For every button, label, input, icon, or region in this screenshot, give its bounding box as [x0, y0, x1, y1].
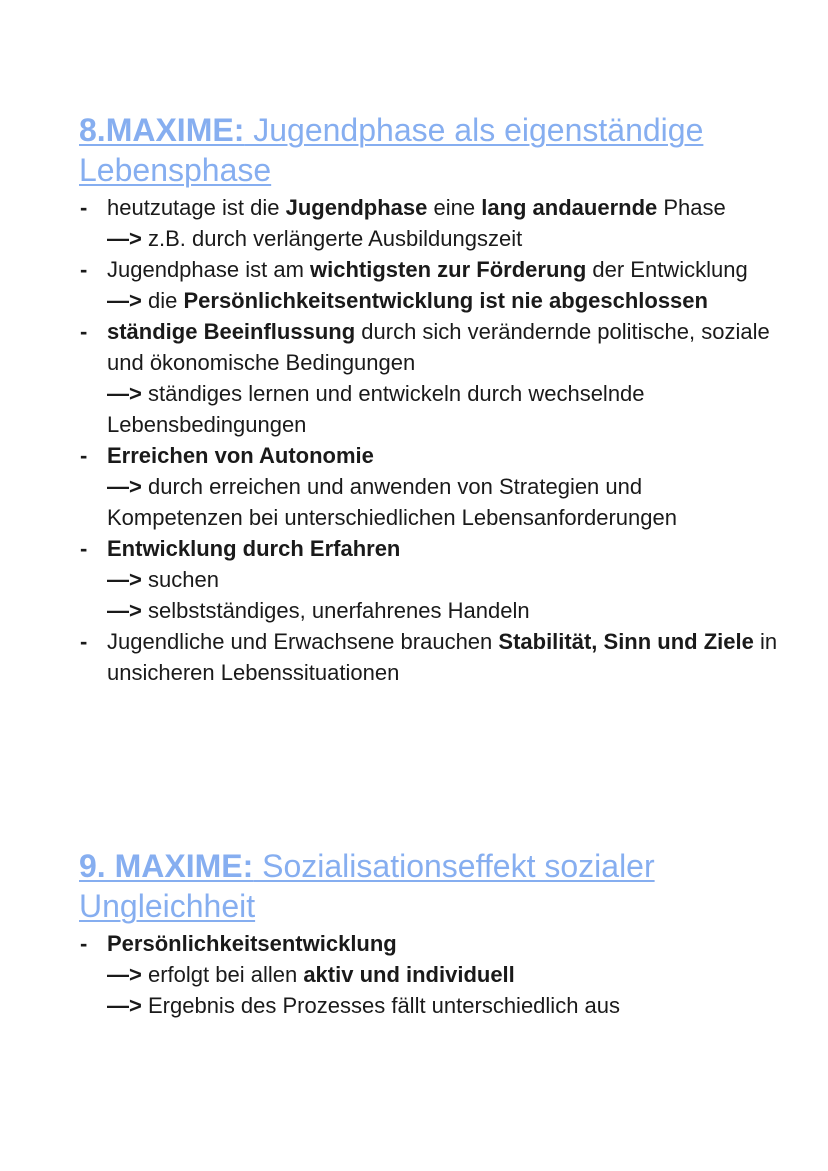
section-maxime-8 — [79, 110, 779, 688]
bullet-list — [79, 928, 779, 1021]
list-item: - heutzutage ist die Jugendphase eine lang andauernde Phase —> z.B. durch verlängerte Ausbildungszeit — [79, 192, 779, 254]
bullet-list — [79, 192, 779, 688]
section-heading: 8.MAXIME: Jugendphase als eigenständige Lebensphase — [79, 112, 704, 188]
arrow-note: —> Ergebnis des Prozesses fällt unterschiedlich aus — [107, 993, 621, 1018]
section-maxime-9 — [79, 846, 779, 1021]
list-item: - ständige Beeinflussung durch sich verändernde politische, soziale und ökonomische Bedingungen —> ständiges lernen und entwickeln durch wechselnde Lebensbedingungen — [79, 316, 779, 440]
list-item: - Entwicklung durch Erfahren —> suchen —> selbstständiges, unerfahrenes Handeln — [79, 533, 779, 626]
list-item: - Persönlichkeitsentwicklung —> erfolgt bei allen aktiv und individuell —> Ergebnis des Prozesses fällt unterschiedlich aus — [79, 928, 779, 1021]
arrow-note: —> ständiges lernen und entwickeln durch wechselnde Lebensbedingungen — [107, 381, 645, 437]
section-heading: 9. MAXIME: Sozialisationseffekt sozialer Ungleichheit — [79, 848, 655, 924]
list-item: - Jugendliche und Erwachsene brauchen Stabilität, Sinn und Ziele in unsicheren Lebenssituationen — [79, 626, 779, 688]
list-item: - Jugendphase ist am wichtigsten zur Förderung der Entwicklung —> die Persönlichkeitsentwicklung ist nie abgeschlossen — [79, 254, 779, 316]
arrow-note: —> suchen — [107, 567, 219, 592]
arrow-note: —> selbstständiges, unerfahrenes Handeln — [107, 598, 530, 623]
list-item: - Erreichen von Autonomie —> durch erreichen und anwenden von Strategien und Kompetenzen bei unterschiedlichen Lebensanforderungen — [79, 440, 779, 533]
arrow-note: —> erfolgt bei allen aktiv und individuell — [107, 962, 515, 987]
arrow-note: —> durch erreichen und anwenden von Strategien und Kompetenzen bei unterschiedlichen Lebensanforderungen — [107, 474, 677, 530]
arrow-note: —> die Persönlichkeitsentwicklung ist nie abgeschlossen — [107, 288, 708, 313]
arrow-note: —> z.B. durch verlängerte Ausbildungszeit — [107, 226, 523, 251]
